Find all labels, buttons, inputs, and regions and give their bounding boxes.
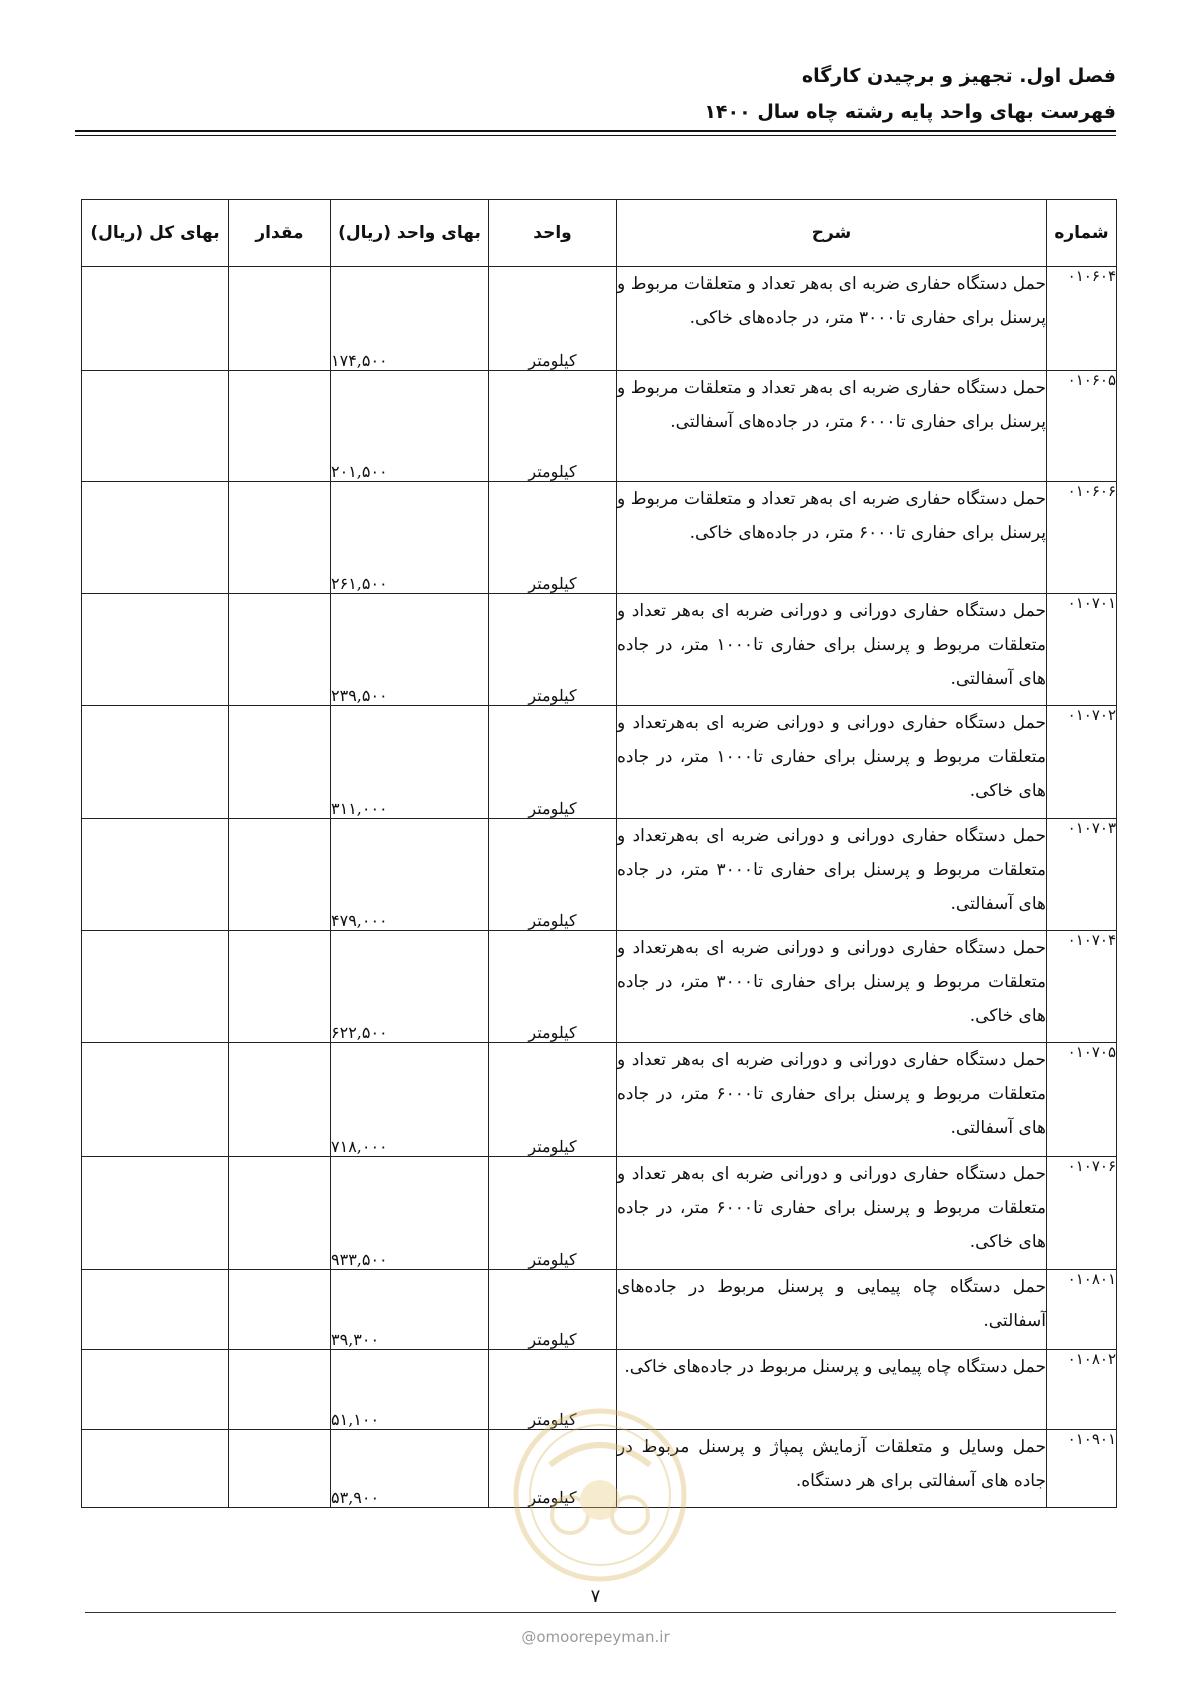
row-unit-price: ۲۶۱,۵۰۰ [331,482,489,594]
row-unit-price: ۵۳,۹۰۰ [331,1430,489,1508]
row-unit-price: ۳۱۱,۰۰۰ [331,706,489,819]
row-unit: کیلومتر [489,931,617,1043]
row-unit: کیلومتر [489,1043,617,1157]
col-header-unit: واحد [489,200,617,267]
row-unit-price: ۲۳۹,۵۰۰ [331,594,489,706]
row-desc: حمل دستگاه حفاری دورانی و دورانی ضربه ای به‌هرتعداد و متعلقات مربوط و پرسنل برای حفاری تا۱۰۰۰ متر، در جاده های خاکی. [617,706,1047,819]
table-row [82,1270,1117,1350]
row-unit: کیلومتر [489,482,617,594]
row-total [82,1043,229,1157]
row-unit-price: ۷۱۸,۰۰۰ [331,1043,489,1157]
row-qty [229,267,331,371]
row-unit-price: ۶۲۲,۵۰۰ [331,931,489,1043]
row-code: ۰۱۰۸۰۲ [1047,1350,1117,1430]
row-qty [229,819,331,931]
row-qty [229,1350,331,1430]
table-row [82,1157,1117,1270]
row-unit: کیلومتر [489,1270,617,1350]
row-unit-price: ۵۱,۱۰۰ [331,1350,489,1430]
row-total [82,1270,229,1350]
table-row [82,594,1117,706]
row-total [82,819,229,931]
row-desc: حمل دستگاه حفاری دورانی و دورانی ضربه ای به‌هرتعداد و متعلقات مربوط و پرسنل برای حفاری تا۳۰۰۰ متر، در جاده های خاکی. [617,931,1047,1043]
row-total [82,1157,229,1270]
chapter-title: فصل اول. تجهیز و برچیدن کارگاه [801,65,1116,87]
row-code: ۰۱۰۷۰۱ [1047,594,1117,706]
table-row [82,482,1117,594]
row-qty [229,482,331,594]
row-qty [229,1043,331,1157]
row-desc: حمل وسایل و متعلقات آزمایش پمپاژ و پرسنل مربوط در جاده های آسفالتی برای هر دستگاه. [617,1430,1047,1508]
row-desc: حمل دستگاه حفاری دورانی و دورانی ضربه ای به‌هر تعداد و متعلقات مربوط و پرسنل برای حفاری تا۱۰۰۰ متر، در جاده های آسفالتی. [617,594,1047,706]
header-rule-thick [75,130,1116,132]
header-rule-thin [75,135,1116,136]
row-unit-price: ۱۷۴,۵۰۰ [331,267,489,371]
row-code: ۰۱۰۷۰۶ [1047,1157,1117,1270]
price-table [81,199,1117,1508]
row-desc: حمل دستگاه حفاری دورانی و دورانی ضربه ای به‌هر تعداد و متعلقات مربوط و پرسنل برای حفاری تا۶۰۰۰ متر، در جاده های آسفالتی. [617,1043,1047,1157]
col-header-qty: مقدار [229,200,331,267]
footer-rule [85,1612,1116,1613]
row-unit: کیلومتر [489,1430,617,1508]
row-unit: کیلومتر [489,706,617,819]
row-desc: حمل دستگاه حفاری ضربه ای به‌هر تعداد و متعلقات مربوط و پرسنل برای حفاری تا۶۰۰۰ متر، در جاده‌های آسفالتی. [617,371,1047,482]
row-desc: حمل دستگاه حفاری ضربه ای به‌هر تعداد و متعلقات مربوط و پرسنل برای حفاری تا۶۰۰۰ متر، در جاده‌های خاکی. [617,482,1047,594]
row-unit: کیلومتر [489,267,617,371]
row-qty [229,706,331,819]
row-code: ۰۱۰۹۰۱ [1047,1430,1117,1508]
row-total [82,1430,229,1508]
row-total [82,931,229,1043]
page-header [704,58,1116,130]
table-header-row [82,200,1117,267]
row-code: ۰۱۰۶۰۴ [1047,267,1117,371]
col-header-code: شماره [1047,200,1117,267]
row-total [82,1350,229,1430]
row-qty [229,1270,331,1350]
col-header-unit-price: بهای واحد (ریال) [331,200,489,267]
row-qty [229,1157,331,1270]
row-desc: حمل دستگاه حفاری دورانی و دورانی ضربه ای به‌هرتعداد و متعلقات مربوط و پرسنل برای حفاری تا۳۰۰۰ متر، در جاده های آسفالتی. [617,819,1047,931]
row-unit: کیلومتر [489,371,617,482]
row-qty [229,594,331,706]
col-header-total: بهای کل (ریال) [82,200,229,267]
row-unit-price: ۴۷۹,۰۰۰ [331,819,489,931]
row-total [82,706,229,819]
website-watermark: @omoorepeyman.ir [521,1628,670,1646]
seal-watermark-icon [510,1405,690,1585]
row-qty [229,931,331,1043]
row-code: ۰۱۰۷۰۲ [1047,706,1117,819]
row-total [82,594,229,706]
row-code: ۰۱۰۷۰۴ [1047,931,1117,1043]
row-unit: کیلومتر [489,819,617,931]
row-desc: حمل دستگاه چاه پیمایی و پرسنل مربوط در جاده‌های آسفالتی. [617,1270,1047,1350]
row-unit-price: ۲۰۱,۵۰۰ [331,371,489,482]
row-unit: کیلومتر [489,1350,617,1430]
page-number: ۷ [590,1586,601,1607]
col-header-desc: شرح [617,200,1047,267]
row-code: ۰۱۰۸۰۱ [1047,1270,1117,1350]
table-row [82,267,1117,371]
row-unit: کیلومتر [489,594,617,706]
table-row [82,706,1117,819]
table-row [82,931,1117,1043]
row-qty [229,371,331,482]
table-row [82,1043,1117,1157]
row-total [82,482,229,594]
row-qty [229,1430,331,1508]
row-code: ۰۱۰۷۰۵ [1047,1043,1117,1157]
row-code: ۰۱۰۶۰۶ [1047,482,1117,594]
row-total [82,267,229,371]
row-desc: حمل دستگاه حفاری دورانی و دورانی ضربه ای به‌هر تعداد و متعلقات مربوط و پرسنل برای حفاری تا۶۰۰۰ متر، در جاده های خاکی. [617,1157,1047,1270]
row-code: ۰۱۰۷۰۳ [1047,819,1117,931]
row-desc: حمل دستگاه حفاری ضربه ای به‌هر تعداد و متعلقات مربوط و پرسنل برای حفاری تا۳۰۰۰ متر، در جاده‌های خاکی. [617,267,1047,371]
table-row [82,819,1117,931]
row-desc: حمل دستگاه چاه پیمایی و پرسنل مربوط در جاده‌های خاکی. [617,1350,1047,1430]
table-row [82,371,1117,482]
row-unit-price: ۹۳۳,۵۰۰ [331,1157,489,1270]
row-unit-price: ۳۹,۳۰۰ [331,1270,489,1350]
list-title: فهرست بهای واحد پایه رشته چاه سال ۱۴۰۰ [704,101,1116,123]
row-total [82,371,229,482]
row-code: ۰۱۰۶۰۵ [1047,371,1117,482]
row-unit: کیلومتر [489,1157,617,1270]
